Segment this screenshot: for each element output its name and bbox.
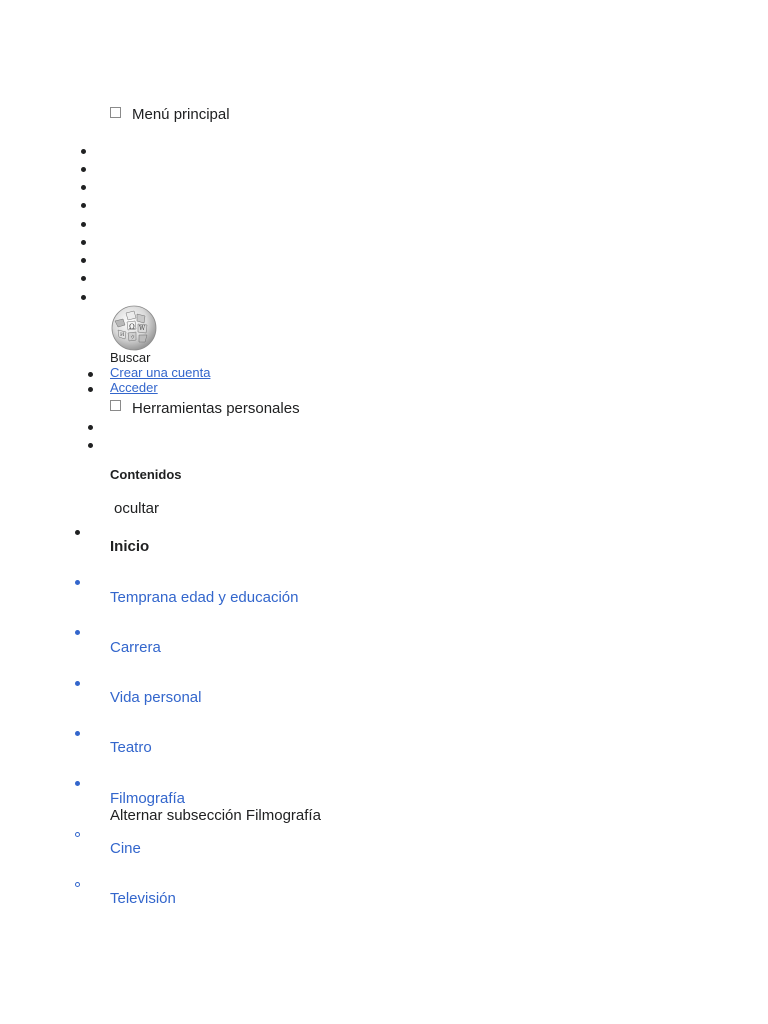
toc-toggle-filmografia[interactable]: Alternar subsección Filmografía <box>110 807 321 824</box>
toc-bullet <box>75 681 80 686</box>
wikipedia-globe-icon[interactable] <box>109 305 159 351</box>
svg-text:W: W <box>139 325 146 332</box>
main-menu-bullet <box>81 167 86 172</box>
main-menu-bullet <box>81 185 86 190</box>
list-bullet <box>88 372 93 377</box>
svg-text:Ω: Ω <box>129 323 135 331</box>
main-menu-checkbox[interactable] <box>110 107 121 118</box>
main-menu-bullet <box>81 149 86 154</box>
main-menu-bullet <box>81 222 86 227</box>
svg-text:ウ: ウ <box>130 335 136 341</box>
toc-bullet <box>75 731 80 736</box>
toc-item-inicio[interactable]: Inicio <box>110 538 150 555</box>
login-link[interactable]: Acceder <box>110 380 158 395</box>
toc-item-carrera[interactable]: Carrera <box>110 639 161 656</box>
toc-bullet <box>75 530 80 535</box>
toc-subitem-cine[interactable]: Cine <box>110 840 141 857</box>
toc-item-vida-personal[interactable]: Vida personal <box>110 689 202 706</box>
toc-sub-bullet <box>75 882 80 887</box>
toc-item-filmografia[interactable]: Filmografía <box>110 790 186 807</box>
toc-item-temprana-edad[interactable]: Temprana edad y educación <box>110 589 299 606</box>
toc-bullet <box>75 580 80 585</box>
toc-bullet <box>75 781 80 786</box>
toc-hide-button[interactable]: ocultar <box>114 500 160 517</box>
personal-tools-label[interactable]: Herramientas personales <box>132 400 300 417</box>
main-menu-bullet <box>81 258 86 263</box>
toc-item-teatro[interactable]: Teatro <box>110 739 152 756</box>
main-menu-bullet <box>81 240 86 245</box>
list-bullet <box>88 387 93 392</box>
toc-sub-bullet <box>75 832 80 837</box>
search-label[interactable]: Buscar <box>110 350 151 365</box>
list-bullet <box>88 425 93 430</box>
main-menu-label[interactable]: Menú principal <box>132 106 230 123</box>
main-menu-bullet <box>81 276 86 281</box>
personal-tools-checkbox[interactable] <box>110 400 121 411</box>
toc-bullet <box>75 630 80 635</box>
main-menu-bullet <box>81 295 86 300</box>
create-account-link[interactable]: Crear una cuenta <box>110 365 211 380</box>
svg-text:И: И <box>120 332 125 338</box>
toc-title: Contenidos <box>110 467 182 482</box>
list-bullet <box>88 443 93 448</box>
toc-subitem-television[interactable]: Televisión <box>110 890 176 907</box>
main-menu-bullet <box>81 203 86 208</box>
